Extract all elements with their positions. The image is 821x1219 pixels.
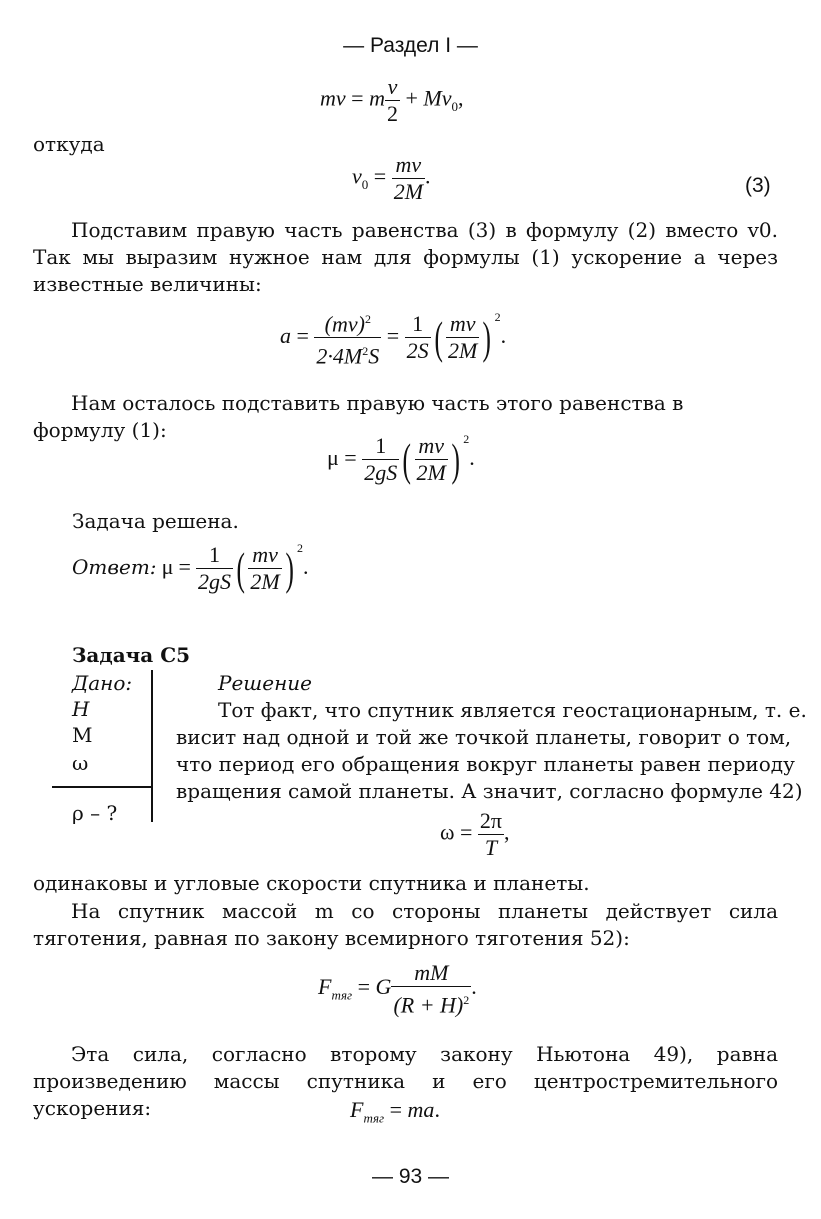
- solution-line: Тот факт, что спутник является геостационарным, т. е.: [218, 698, 807, 722]
- paragraph-substitute: Подставим правую часть равенства (3) в формулу (2) вместо v0. Так мы выразим нужное нам для формулы (1) ускорение a через известные величины:: [33, 218, 778, 296]
- eq-momentum-end: ,: [457, 85, 464, 111]
- eq-momentum-m: m: [369, 85, 385, 111]
- answer-line: Ответ: μ = $\frac{1}{2gS}$ ( $\frac{mv}{2M}$ ) $^2$.: [72, 541, 309, 595]
- answer-pow: 2: [297, 541, 304, 555]
- eq-a-den1pow: 2: [362, 344, 369, 359]
- eq-momentum-eq: =: [351, 85, 364, 111]
- eq-momentum-rest: Mv: [423, 85, 452, 111]
- eq-a-end: .: [500, 322, 507, 348]
- equation-3: [352, 152, 431, 205]
- eq-a-var: a: [280, 322, 291, 348]
- eq-a-den2: 2S: [406, 338, 429, 364]
- eq-F-var: F: [318, 974, 332, 1000]
- eq-F2-end: .: [434, 1097, 440, 1122]
- given-divider-horizontal: [52, 786, 152, 788]
- eq-momentum-left: mv: [320, 85, 346, 111]
- eq-mu-end: .: [469, 445, 475, 470]
- answer-eq: =: [178, 554, 191, 579]
- eq-F-pow: 2: [463, 993, 470, 1007]
- eq-a-num3: mv: [446, 311, 479, 338]
- eq-a-den1: 2·4M: [316, 343, 363, 369]
- eq-F2-eq: =: [389, 1097, 403, 1122]
- answer-end: .: [303, 554, 309, 579]
- eq-momentum-plus: +: [405, 85, 418, 111]
- equation-mu: μ = $\frac{1}{2gS}$ ( $\frac{mv}{2M}$ ) $^2$.: [327, 432, 475, 486]
- solution-line: висит над одной и той же точкой планеты, говорит о том,: [176, 725, 792, 749]
- paragraph-newton: Эта сила, согласно второму закону Ньютона 49), равна произведению массы спутника и его центростремительного ускорения:: [33, 1042, 778, 1120]
- equation-newton: [350, 1097, 440, 1126]
- given-H: H: [72, 697, 90, 721]
- eq-mu-pow: 2: [463, 432, 470, 446]
- solution-line: вращения самой планеты. А значит, согласно формуле 42): [176, 779, 803, 803]
- answer-den2: 2M: [250, 569, 280, 595]
- eq-F-G: G: [375, 974, 392, 1000]
- eq-omega-num: 2π: [479, 808, 503, 833]
- given-M: M: [72, 723, 93, 747]
- eq-F-den: (R + H): [393, 992, 464, 1018]
- paragraph-gravity: На спутник массой m со стороны планеты действует сила тяготения, равная по закону всемирного тяготения 52):: [33, 899, 778, 950]
- eq-a-eq: =: [296, 322, 309, 348]
- eq-F-end: .: [471, 974, 477, 1000]
- given-label: Дано:: [72, 671, 133, 695]
- eq-mu-den1: 2gS: [364, 460, 398, 486]
- eq-F-num: mM: [391, 960, 471, 987]
- eq-momentum-num: v: [385, 74, 400, 101]
- solution-title: Решение: [218, 671, 312, 695]
- find-rho: ρ – ?: [72, 801, 118, 825]
- solution-text: [176, 697, 807, 805]
- given-omega: ω: [72, 751, 89, 775]
- eq-omega-var: ω: [440, 819, 455, 845]
- eq3-den: 2M: [393, 179, 424, 204]
- answer-num1: 1: [196, 542, 233, 569]
- equation-acceleration: a = $\frac{(mv)^2}{2\cdot 4M^2S}$ = $\frac{1}{2S}$ ( $\frac{mv}{2M}$ ) $^2$.: [280, 306, 506, 370]
- answer-mu: μ: [161, 554, 174, 579]
- page-number: — 93 —: [371, 1165, 450, 1188]
- eq-a-den3: 2M: [448, 338, 478, 364]
- eq-a-den1S: S: [368, 343, 380, 369]
- running-header: — Раздел I —: [343, 34, 478, 57]
- eq-F2-sub: тяг: [363, 1110, 385, 1126]
- equation-momentum: [320, 74, 463, 127]
- eq-F2-rhs: ma: [407, 1097, 435, 1122]
- eq-a-eq2: =: [386, 322, 400, 348]
- eq-mu-num2: mv: [415, 433, 448, 460]
- paragraph-remaining: Нам осталось подставить правую часть этого равенства в формулу (1):: [33, 391, 684, 442]
- eq3-sub: 0: [361, 176, 369, 192]
- eq-F-eq: =: [357, 974, 371, 1000]
- eq-a-pow1: 2: [364, 312, 371, 326]
- eq-mu-num1: 1: [362, 433, 399, 460]
- eq-momentum-sub: 0: [451, 98, 458, 114]
- eq-a-num2: 1: [405, 311, 431, 338]
- eq-F-sub: тяг: [331, 987, 353, 1003]
- equation-omega: [440, 808, 510, 861]
- eq-F2-var: F: [350, 1097, 364, 1122]
- answer-label: Ответ:: [72, 555, 157, 579]
- eq3-num: mv: [392, 152, 425, 179]
- equation-gravity: [318, 960, 477, 1018]
- eq-a-pow: 2: [494, 309, 501, 324]
- task-solved-text: Задача решена.: [72, 509, 239, 533]
- eq3-end: .: [425, 163, 431, 189]
- given-divider-vertical: [151, 670, 153, 822]
- eq3-v0: v: [352, 163, 362, 189]
- task-title: Задача С5: [72, 643, 191, 667]
- eq3-eq: =: [373, 163, 387, 189]
- eq-mu-eq: =: [344, 445, 357, 470]
- eq-omega-end: ,: [504, 819, 510, 845]
- eq-mu-den2: 2M: [416, 460, 446, 486]
- eq-omega-den: T: [484, 835, 498, 860]
- eq-momentum-den: 2: [386, 101, 398, 126]
- paragraph-angular-speeds: одинаковы и угловые скорости спутника и планеты.: [33, 871, 590, 895]
- eq-omega-eq: =: [459, 819, 473, 845]
- eq-mu-var: μ: [327, 445, 339, 470]
- solution-line: что период его обращения вокруг планеты равен периоду: [176, 752, 795, 776]
- equation-3-label: (3): [745, 174, 771, 197]
- answer-den1: 2gS: [198, 569, 232, 595]
- word-otkuda: откуда: [33, 132, 105, 156]
- answer-num2: mv: [248, 542, 281, 569]
- eq-a-num1: (mv): [324, 311, 365, 337]
